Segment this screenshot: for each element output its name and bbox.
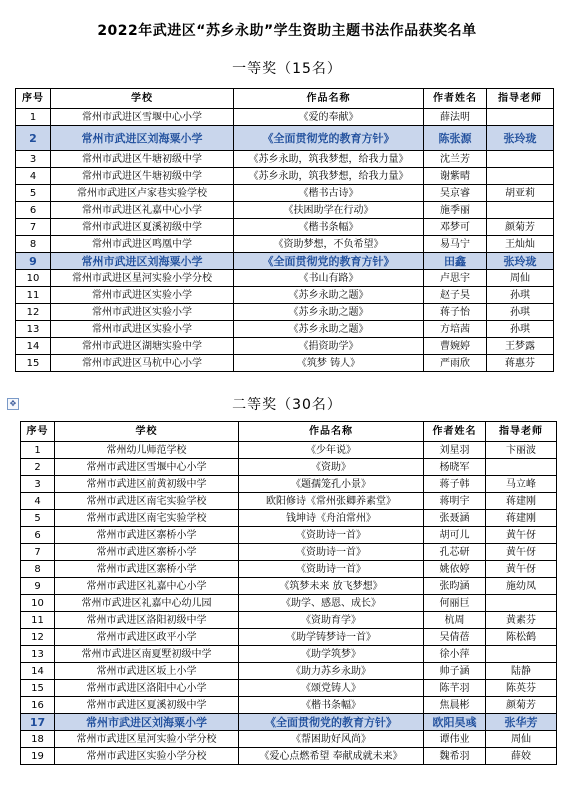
cell-teacher: 周仙 bbox=[486, 731, 557, 748]
cell-school: 常州市武进区南宅实验学校 bbox=[55, 510, 239, 527]
cell-no: 6 bbox=[21, 527, 55, 544]
cell-author: 姚依婷 bbox=[424, 561, 486, 578]
cell-no: 10 bbox=[16, 270, 51, 287]
cell-school: 常州市武进区星河实验小学分校 bbox=[51, 270, 234, 287]
cell-author: 吴京睿 bbox=[424, 185, 487, 202]
cell-teacher: 陈英芬 bbox=[486, 680, 557, 697]
cell-work: 《爱的奉献》 bbox=[234, 109, 424, 126]
cell-author: 曹婉婷 bbox=[424, 338, 487, 355]
cell-no: 10 bbox=[21, 595, 55, 612]
cell-no: 9 bbox=[16, 253, 51, 270]
cell-author: 孔芯研 bbox=[424, 544, 486, 561]
cell-author: 易马宁 bbox=[424, 236, 487, 253]
cell-author: 胡可儿 bbox=[424, 527, 486, 544]
cell-teacher: 黄素芬 bbox=[486, 612, 557, 629]
cell-no: 5 bbox=[21, 510, 55, 527]
cell-author: 沈兰芳 bbox=[424, 151, 487, 168]
cell-school: 常州市武进区雪堰中心小学 bbox=[55, 459, 239, 476]
cell-no: 5 bbox=[16, 185, 51, 202]
table-move-handle-icon[interactable]: ✥ bbox=[7, 398, 19, 410]
cell-school: 常州市武进区实验小学 bbox=[51, 321, 234, 338]
cell-author: 张聂涵 bbox=[424, 510, 486, 527]
cell-author: 施季丽 bbox=[424, 202, 487, 219]
cell-school: 常州市武进区雪堰中心小学 bbox=[51, 109, 234, 126]
cell-author: 蒋子韩 bbox=[424, 476, 486, 493]
table-row bbox=[21, 527, 557, 544]
cell-author: 谢紫晴 bbox=[424, 168, 487, 185]
cell-no: 12 bbox=[16, 304, 51, 321]
cell-work: 《楷书条幅》 bbox=[234, 219, 424, 236]
cell-no: 16 bbox=[21, 697, 55, 714]
cell-work: 《筑梦 铸人》 bbox=[234, 355, 424, 372]
cell-work: 《资助梦想，不负希望》 bbox=[234, 236, 424, 253]
cell-author: 方培茜 bbox=[424, 321, 487, 338]
cell-no: 8 bbox=[21, 561, 55, 578]
cell-author: 谭伟业 bbox=[424, 731, 486, 748]
cell-school: 常州市武进区刘海粟小学 bbox=[51, 253, 234, 270]
cell-school: 常州市武进区星河实验小学分校 bbox=[55, 731, 239, 748]
cell-author: 刘星羽 bbox=[424, 442, 486, 459]
cell-teacher: 张华芳 bbox=[486, 714, 557, 731]
header-school: 学校 bbox=[55, 422, 239, 442]
cell-work: 《助学筑梦》 bbox=[239, 646, 424, 663]
cell-work: 《楷书条幅》 bbox=[239, 697, 424, 714]
cell-work: 《苏乡永助之题》 bbox=[234, 321, 424, 338]
table-row bbox=[21, 714, 557, 731]
table-header-row bbox=[21, 422, 557, 442]
cell-author: 田鑫 bbox=[424, 253, 487, 270]
table-row bbox=[21, 646, 557, 663]
cell-no: 8 bbox=[16, 236, 51, 253]
table-row bbox=[21, 731, 557, 748]
cell-no: 13 bbox=[21, 646, 55, 663]
table-row bbox=[16, 109, 554, 126]
cell-school: 常州市武进区礼嘉中心小学 bbox=[55, 578, 239, 595]
header-teacher: 指导老师 bbox=[486, 422, 557, 442]
cell-no: 15 bbox=[21, 680, 55, 697]
cell-author: 陈张源 bbox=[424, 126, 487, 151]
cell-teacher: 张玲珑 bbox=[487, 126, 554, 151]
cell-teacher: 蒋建刚 bbox=[486, 510, 557, 527]
header-author: 作者姓名 bbox=[424, 422, 486, 442]
table-row bbox=[21, 442, 557, 459]
cell-school: 常州幼儿师范学校 bbox=[55, 442, 239, 459]
table-row bbox=[21, 510, 557, 527]
header-school: 学校 bbox=[51, 89, 234, 109]
table-row bbox=[21, 561, 557, 578]
cell-work: 《少年说》 bbox=[239, 442, 424, 459]
cell-author: 薛法明 bbox=[424, 109, 487, 126]
cell-no: 7 bbox=[21, 544, 55, 561]
cell-no: 14 bbox=[16, 338, 51, 355]
header-author: 作者姓名 bbox=[424, 89, 487, 109]
cell-work: 《扶困助学在行动》 bbox=[234, 202, 424, 219]
cell-teacher: 陆静 bbox=[486, 663, 557, 680]
cell-no: 3 bbox=[16, 151, 51, 168]
cell-no: 19 bbox=[21, 748, 55, 765]
cell-teacher: 孙琪 bbox=[487, 287, 554, 304]
cell-no: 6 bbox=[16, 202, 51, 219]
table-row bbox=[16, 253, 554, 270]
cell-school: 常州市武进区实验小学分校 bbox=[55, 748, 239, 765]
cell-school: 常州市武进区马杭中心小学 bbox=[51, 355, 234, 372]
cell-school: 常州市武进区寨桥小学 bbox=[55, 544, 239, 561]
cell-author: 赵子昊 bbox=[424, 287, 487, 304]
table-row bbox=[16, 236, 554, 253]
cell-no: 7 bbox=[16, 219, 51, 236]
table-row bbox=[21, 578, 557, 595]
cell-school: 常州市武进区牛塘初级中学 bbox=[51, 151, 234, 168]
cell-author: 帅子涵 bbox=[424, 663, 486, 680]
table-row bbox=[21, 459, 557, 476]
cell-teacher bbox=[486, 595, 557, 612]
cell-school: 常州市武进区寨桥小学 bbox=[55, 561, 239, 578]
cell-work: 《全面贯彻党的教育方针》 bbox=[239, 714, 424, 731]
cell-teacher bbox=[487, 202, 554, 219]
table-row bbox=[16, 219, 554, 236]
cell-work: 《资助诗一首》 bbox=[239, 527, 424, 544]
cell-no: 11 bbox=[21, 612, 55, 629]
cell-no: 15 bbox=[16, 355, 51, 372]
cell-work: 《助学、感恩、成长》 bbox=[239, 595, 424, 612]
table-row bbox=[21, 697, 557, 714]
table-row bbox=[21, 680, 557, 697]
cell-author: 徐小萍 bbox=[424, 646, 486, 663]
cell-work: 《全面贯彻党的教育方针》 bbox=[234, 253, 424, 270]
table-row bbox=[21, 595, 557, 612]
cell-no: 1 bbox=[16, 109, 51, 126]
cell-teacher bbox=[487, 151, 554, 168]
cell-school: 常州市武进区夏溪初级中学 bbox=[51, 219, 234, 236]
cell-author: 卢思宇 bbox=[424, 270, 487, 287]
cell-school: 常州市武进区坂上小学 bbox=[55, 663, 239, 680]
table-row bbox=[16, 287, 554, 304]
cell-work: 《筑梦未来 放飞梦想》 bbox=[239, 578, 424, 595]
cell-school: 常州市武进区卢家巷实验学校 bbox=[51, 185, 234, 202]
page-title: 2022年武进区“苏乡永助”学生资助主题书法作品获奖名单 bbox=[97, 23, 477, 39]
table-row bbox=[21, 663, 557, 680]
cell-school: 常州市武进区礼嘉中心幼儿园 bbox=[55, 595, 239, 612]
cell-school: 常州市武进区实验小学 bbox=[51, 287, 234, 304]
cell-work: 《题孺笼孔小景》 bbox=[239, 476, 424, 493]
table-header-row bbox=[16, 89, 554, 109]
cell-teacher: 施幼凤 bbox=[486, 578, 557, 595]
cell-teacher: 孙琪 bbox=[487, 304, 554, 321]
table-row bbox=[16, 126, 554, 151]
cell-no: 2 bbox=[21, 459, 55, 476]
cell-teacher: 卞丽波 bbox=[486, 442, 557, 459]
cell-teacher: 黄午伢 bbox=[486, 544, 557, 561]
table-row bbox=[21, 476, 557, 493]
cell-teacher: 蒋建刚 bbox=[486, 493, 557, 510]
cell-work: 《爱心点燃希望 奉献成就未来》 bbox=[239, 748, 424, 765]
cell-no: 4 bbox=[16, 168, 51, 185]
cell-school: 常州市武进区刘海粟小学 bbox=[55, 714, 239, 731]
table-row bbox=[16, 321, 554, 338]
cell-teacher: 黄午伢 bbox=[486, 527, 557, 544]
cell-author: 严雨欣 bbox=[424, 355, 487, 372]
cell-school: 常州市武进区南夏墅初级中学 bbox=[55, 646, 239, 663]
second-prize-table bbox=[20, 421, 557, 765]
cell-teacher bbox=[487, 109, 554, 126]
table-row bbox=[16, 168, 554, 185]
cell-teacher bbox=[486, 459, 557, 476]
cell-school: 常州市武进区前黄初级中学 bbox=[55, 476, 239, 493]
cell-school: 常州市武进区牛塘初级中学 bbox=[51, 168, 234, 185]
cell-teacher bbox=[486, 646, 557, 663]
cell-work: 《全面贯彻党的教育方针》 bbox=[234, 126, 424, 151]
second-prize-title: 二等奖（30名） bbox=[232, 397, 342, 413]
cell-no: 14 bbox=[21, 663, 55, 680]
table-row bbox=[16, 185, 554, 202]
cell-no: 1 bbox=[21, 442, 55, 459]
cell-teacher bbox=[487, 168, 554, 185]
cell-teacher: 蒋惠芬 bbox=[487, 355, 554, 372]
cell-teacher: 王灿灿 bbox=[487, 236, 554, 253]
cell-work: 《助力苏乡永助》 bbox=[239, 663, 424, 680]
cell-no: 2 bbox=[16, 126, 51, 151]
cell-school: 常州市武进区南宅实验学校 bbox=[55, 493, 239, 510]
cell-work: 《资助》 bbox=[239, 459, 424, 476]
table-row bbox=[16, 355, 554, 372]
table-row bbox=[21, 748, 557, 765]
cell-teacher: 薛姣 bbox=[486, 748, 557, 765]
first-prize-table bbox=[15, 88, 554, 372]
cell-no: 17 bbox=[21, 714, 55, 731]
cell-school: 常州市武进区政平小学 bbox=[55, 629, 239, 646]
cell-no: 3 bbox=[21, 476, 55, 493]
cell-teacher: 颜菊芳 bbox=[487, 219, 554, 236]
cell-school: 常州市武进区夏溪初级中学 bbox=[55, 697, 239, 714]
cell-work: 《苏乡永助，筑我梦想，给我力量》 bbox=[234, 151, 424, 168]
header-no: 序号 bbox=[16, 89, 51, 109]
table-row bbox=[21, 629, 557, 646]
table-row bbox=[16, 151, 554, 168]
cell-work: 《楷书古诗》 bbox=[234, 185, 424, 202]
table-row bbox=[16, 202, 554, 219]
cell-author: 张昀涵 bbox=[424, 578, 486, 595]
header-work: 作品名称 bbox=[239, 422, 424, 442]
table-row bbox=[16, 304, 554, 321]
cell-school: 常州市武进区洛阳初级中学 bbox=[55, 612, 239, 629]
cell-author: 杨晓军 bbox=[424, 459, 486, 476]
cell-author: 邓梦可 bbox=[424, 219, 487, 236]
table-row bbox=[16, 338, 554, 355]
table-row bbox=[16, 270, 554, 287]
table-row bbox=[21, 493, 557, 510]
cell-school: 常州市武进区实验小学 bbox=[51, 304, 234, 321]
cell-no: 12 bbox=[21, 629, 55, 646]
cell-no: 4 bbox=[21, 493, 55, 510]
cell-school: 常州市武进区礼嘉中心小学 bbox=[51, 202, 234, 219]
cell-teacher: 孙琪 bbox=[487, 321, 554, 338]
cell-author: 蒋子怡 bbox=[424, 304, 487, 321]
cell-work: 《资助诗一首》 bbox=[239, 561, 424, 578]
table-row bbox=[21, 544, 557, 561]
cell-work: 《资助育学》 bbox=[239, 612, 424, 629]
cell-teacher: 王梦露 bbox=[487, 338, 554, 355]
cell-teacher: 周仙 bbox=[487, 270, 554, 287]
cell-school: 常州市武进区洛阳中心小学 bbox=[55, 680, 239, 697]
cell-teacher: 颜菊芳 bbox=[486, 697, 557, 714]
cell-author: 何丽巨 bbox=[424, 595, 486, 612]
cell-teacher: 马立峰 bbox=[486, 476, 557, 493]
cell-author: 蒋明宇 bbox=[424, 493, 486, 510]
cell-teacher: 陈松鹤 bbox=[486, 629, 557, 646]
cell-work: 《帮困助好风尚》 bbox=[239, 731, 424, 748]
cell-work: 《苏乡永助，筑我梦想，给我力量》 bbox=[234, 168, 424, 185]
cell-author: 焦晨彬 bbox=[424, 697, 486, 714]
header-work: 作品名称 bbox=[234, 89, 424, 109]
cell-work: 《苏乡永助之题》 bbox=[234, 304, 424, 321]
cell-school: 常州市武进区刘海粟小学 bbox=[51, 126, 234, 151]
cell-work: 《资助诗一首》 bbox=[239, 544, 424, 561]
cell-teacher: 胡亚莉 bbox=[487, 185, 554, 202]
cell-no: 18 bbox=[21, 731, 55, 748]
header-no: 序号 bbox=[21, 422, 55, 442]
cell-work: 《苏乡永助之题》 bbox=[234, 287, 424, 304]
cell-author: 陈芊羽 bbox=[424, 680, 486, 697]
cell-school: 常州市武进区寨桥小学 bbox=[55, 527, 239, 544]
cell-author: 欧阳昊彧 bbox=[424, 714, 486, 731]
cell-author: 吴倩蓓 bbox=[424, 629, 486, 646]
cell-author: 杭周 bbox=[424, 612, 486, 629]
cell-work: 《书山有路》 bbox=[234, 270, 424, 287]
cell-teacher: 张玲珑 bbox=[487, 253, 554, 270]
cell-no: 11 bbox=[16, 287, 51, 304]
cell-author: 魏希羽 bbox=[424, 748, 486, 765]
cell-school: 常州市武进区湖塘实验中学 bbox=[51, 338, 234, 355]
first-prize-title: 一等奖（15名） bbox=[232, 61, 342, 77]
cell-work: 欧阳修诗《常州张卿养素堂》 bbox=[239, 493, 424, 510]
cell-work: 《颂党铸人》 bbox=[239, 680, 424, 697]
cell-no: 13 bbox=[16, 321, 51, 338]
cell-work: 《助学铸梦诗一首》 bbox=[239, 629, 424, 646]
header-teacher: 指导老师 bbox=[487, 89, 554, 109]
cell-work: 钱坤诗《舟泊常州》 bbox=[239, 510, 424, 527]
cell-school: 常州市武进区鸣凰中学 bbox=[51, 236, 234, 253]
cell-no: 9 bbox=[21, 578, 55, 595]
cell-work: 《捐资助学》 bbox=[234, 338, 424, 355]
table-row bbox=[21, 612, 557, 629]
cell-teacher: 黄午伢 bbox=[486, 561, 557, 578]
